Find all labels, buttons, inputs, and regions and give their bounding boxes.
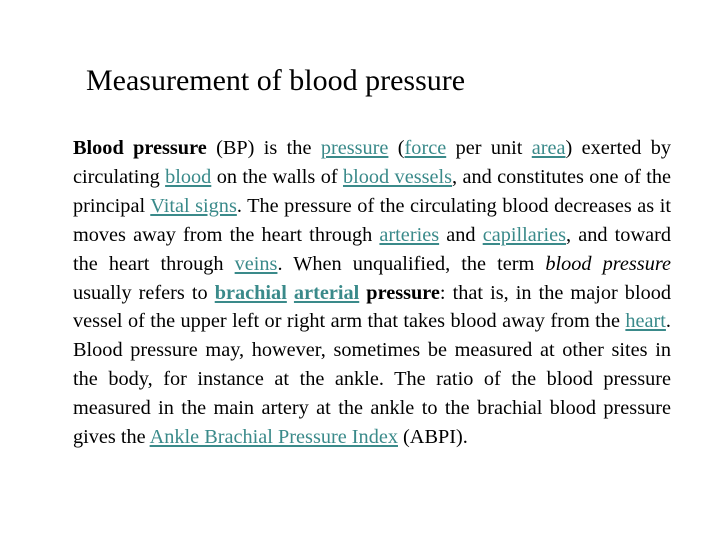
link-area[interactable]: area — [531, 137, 566, 159]
link-veins[interactable]: veins — [234, 252, 278, 275]
text-segment: (BP) is the — [206, 137, 321, 159]
link-ankle-brachial-pressure-index[interactable]: Ankle Brachial Pressure Index — [149, 426, 398, 449]
link-arteries[interactable]: arteries — [379, 223, 440, 246]
text-segment: , and toward the heart through — [73, 223, 671, 275]
text-segment: ( — [388, 137, 405, 159]
text-segment: . The pressure of the circulating blood decreases as it moves away from the heart through — [73, 194, 672, 246]
link-blood-vessels[interactable]: blood vessels — [342, 165, 453, 188]
text-segment: : that is, in the major blood vessel of the upper left or right arm that takes blood away from the — [73, 281, 672, 333]
link-vital-signs[interactable]: Vital signs — [150, 194, 237, 217]
text-segment: . Blood pressure may, however, sometimes be measured at other sites in the body, for instance at the ankle. The ratio of the blood pressure measured in the main artery at the ankle to the brachial blood pressure gives the — [73, 310, 671, 449]
text-segment: usually refers to — [73, 281, 215, 304]
text-segment: ) exerted by circulating — [73, 137, 671, 188]
link-arterial[interactable]: arterial — [293, 281, 360, 304]
text-segment: on the walls of — [211, 165, 343, 188]
link-blood[interactable]: blood — [165, 165, 212, 188]
link-capillaries[interactable]: capillaries — [482, 223, 567, 246]
text-segment: per unit — [446, 137, 532, 159]
text-segment: , and constitutes one of the principal — [73, 165, 671, 217]
text-segment: (ABPI). — [397, 426, 468, 449]
text-segment: pressure — [359, 281, 440, 304]
text-segment: and — [439, 223, 483, 246]
link-brachial[interactable]: brachial — [214, 281, 287, 304]
link-pressure[interactable]: pressure — [320, 137, 389, 159]
text-segment: Blood pressure — [73, 137, 207, 159]
link-force[interactable]: force — [404, 137, 447, 159]
text-segment: . When unqualified, the term — [277, 252, 546, 275]
body-paragraph — [73, 134, 671, 452]
link-heart[interactable]: heart — [625, 310, 666, 333]
text-segment: blood pressure — [545, 252, 671, 275]
text-segment — [287, 282, 294, 304]
slide-title: Measurement of blood pressure — [86, 64, 466, 97]
